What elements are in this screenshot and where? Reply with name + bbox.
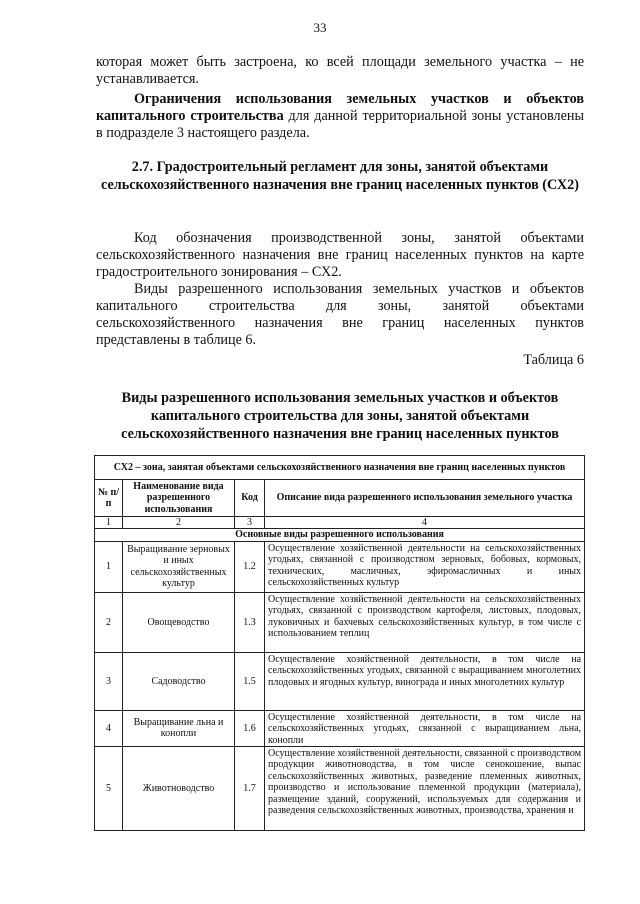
col-header-name: Наименование вида разрешенного использования bbox=[123, 480, 235, 517]
col-number: 3 bbox=[235, 517, 265, 529]
table-label: Таблица 6 bbox=[523, 352, 584, 368]
col-number: 2 bbox=[123, 517, 235, 529]
row-num: 5 bbox=[95, 747, 123, 831]
zone-header: СХ2 – зона, занятая объектами сельскохозяйственного назначения вне границ населенных пунктов bbox=[95, 456, 585, 480]
row-name: Садоводство bbox=[123, 652, 235, 710]
row-name: Выращивание зерновых и иных сельскохозяйственных культур bbox=[123, 541, 235, 592]
page-number: 33 bbox=[313, 20, 327, 35]
row-desc: Осуществление хозяйственной деятельности на сельскохозяйственных угодьях, связанной с производством картофеля, листовых, плодовых, луковичных и бахчевых сельскохозяйственных культур, в том числе с использованием теплиц bbox=[265, 592, 585, 652]
permitted-use-table bbox=[94, 455, 585, 831]
row-num: 1 bbox=[95, 541, 123, 592]
zone-code-paragraph: Код обозначения производственной зоны, занятой объектами сельскохозяйственного назначения вне границ населенных пунктов на карте градостроительного зонирования – СХ2. bbox=[96, 230, 584, 280]
table-row bbox=[95, 541, 585, 592]
table-row bbox=[95, 710, 585, 746]
row-code: 1.6 bbox=[235, 710, 265, 746]
table-row bbox=[95, 592, 585, 652]
permitted-use-paragraph: Виды разрешенного использования земельных участков и объектов капитального строительства для зоны, занятой объектами сельскохозяйственного назначения вне границ населенных пунктов представлены в таблице 6. bbox=[96, 281, 584, 348]
table-title: Виды разрешенного использования земельных участков и объектов капитального строительства для зоны, занятой объектами сельскохозяйственного назначения вне границ населенных пунктов bbox=[121, 390, 559, 442]
col-header-num: № п/п bbox=[95, 480, 123, 517]
row-desc: Осуществление хозяйственной деятельности, в том числе на сельскохозяйственных угодьях, связанной с выращиванием льна, конопли bbox=[265, 710, 585, 746]
table-row bbox=[95, 652, 585, 710]
col-number: 4 bbox=[265, 517, 585, 529]
row-name: Овощеводство bbox=[123, 592, 235, 652]
row-code: 1.3 bbox=[235, 592, 265, 652]
restrictions-rest-text: для данной территориальной зоны установлены в подразделе 3 настоящего раздела. bbox=[96, 108, 584, 141]
row-code: 1.7 bbox=[235, 747, 265, 831]
restrictions-bold-text: Ограничения использования земельных участков и объектов капитального строительства bbox=[96, 91, 584, 124]
col-header-code: Код bbox=[235, 480, 265, 517]
row-num: 4 bbox=[95, 710, 123, 746]
table-row bbox=[95, 747, 585, 831]
paragraph-continuation: которая может быть застроена, ко всей площади земельного участка – не устанавливается. bbox=[96, 54, 584, 87]
section-header: Основные виды разрешенного использования bbox=[95, 529, 585, 541]
row-num: 3 bbox=[95, 652, 123, 710]
row-code: 1.2 bbox=[235, 541, 265, 592]
row-name: Животноводство bbox=[123, 747, 235, 831]
row-desc: Осуществление хозяйственной деятельности на сельскохозяйственных угодьях, связанной с производством зерновых, бобовых, кормовых, технических, масличных, эфиромасличных и иных сельскохозяйственных культур bbox=[265, 541, 585, 592]
row-code: 1.5 bbox=[235, 652, 265, 710]
row-desc: Осуществление хозяйственной деятельности, в том числе на сельскохозяйственных угодьях, связанной с выращиванием многолетних плодовых и ягодных культур, винограда и иных многолетних культур bbox=[265, 652, 585, 710]
row-name: Выращивание льна и конопли bbox=[123, 710, 235, 746]
col-header-desc: Описание вида разрешенного использования земельного участка bbox=[265, 480, 585, 517]
row-desc: Осуществление хозяйственной деятельности, связанной с производством продукции животноводства, в том числе сенокошение, выпас сельскохозяйственных животных, разведение племенных животных, производство и использование племенной продукции (материала), размещение зданий, сооружений, используемых для содержания и разведения сельскохозяйственных животных, производства, хранения и bbox=[265, 747, 585, 831]
section-heading: 2.7. Градостроительный регламент для зоны, занятой объектами сельскохозяйственного назначения вне границ населенных пунктов (СХ2) bbox=[101, 159, 579, 193]
row-num: 2 bbox=[95, 592, 123, 652]
restrictions-paragraph bbox=[96, 91, 584, 142]
col-number: 1 bbox=[95, 517, 123, 529]
